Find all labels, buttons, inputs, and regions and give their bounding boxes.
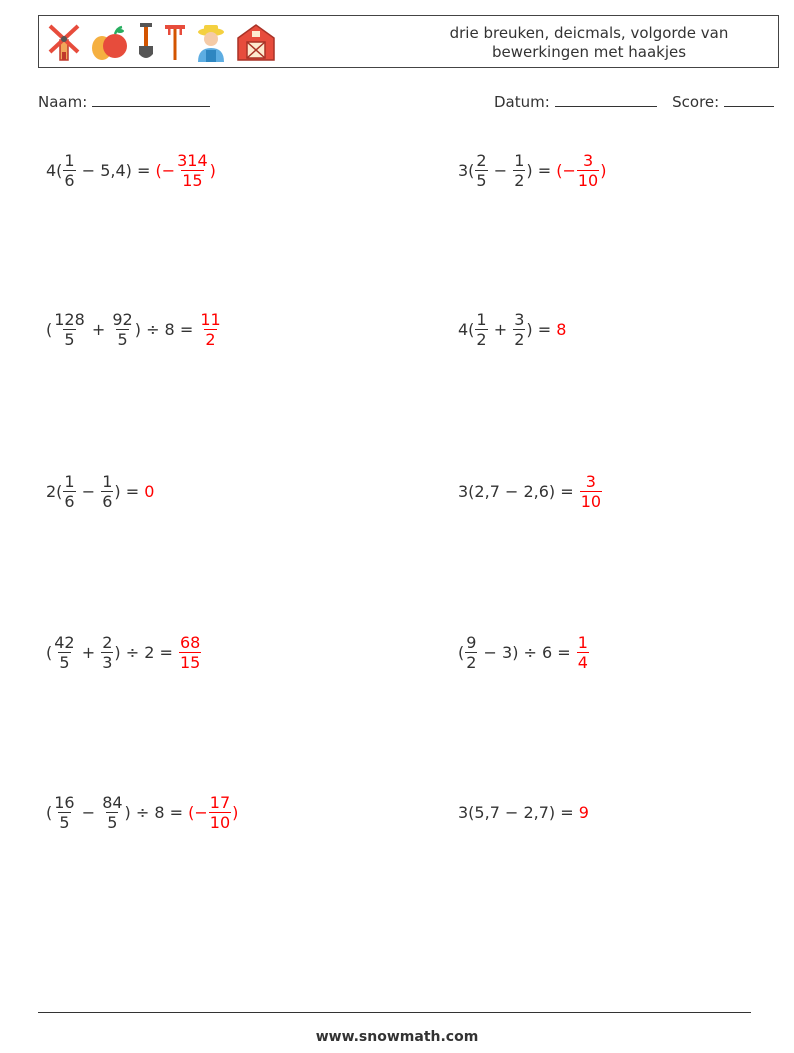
fraction [111, 310, 133, 349]
problem-3 [46, 307, 223, 351]
problem-10 [458, 790, 589, 834]
fraction [53, 310, 86, 349]
denominator: 2 [466, 652, 477, 672]
numerator: 2 [476, 150, 487, 170]
date-label: Datum: [494, 93, 550, 111]
fraction [63, 151, 75, 190]
denominator: 6 [102, 491, 113, 511]
numerator: 17 [209, 792, 231, 812]
numerator: 92 [112, 309, 133, 329]
fraction [475, 151, 487, 190]
fraction [101, 472, 113, 511]
numerator: 1 [64, 471, 75, 491]
answer-text: (− [188, 802, 208, 822]
numerator: 84 [102, 792, 123, 812]
expression-text: + [76, 642, 101, 662]
footer-website: www.snowmath.com [315, 1029, 479, 1045]
denominator: 5 [64, 329, 75, 349]
answer-text: 9 [578, 802, 589, 822]
name-label: Naam: [38, 93, 88, 111]
numerator: 128 [54, 309, 85, 329]
numerator: 1 [577, 632, 588, 652]
denominator: 15 [179, 652, 201, 672]
denominator: 4 [577, 652, 588, 672]
expression-text: ) ÷ 2 = [114, 642, 178, 662]
answer [144, 482, 154, 501]
answer-text: 8 [556, 319, 567, 339]
expression-text: + [86, 319, 111, 339]
answer [198, 310, 222, 349]
expression-text: 2( [46, 481, 63, 501]
fraction [53, 633, 75, 672]
denominator: 10 [577, 170, 599, 190]
denominator: 10 [580, 491, 602, 511]
rake-icon [163, 22, 187, 62]
expression-text: − 3) ÷ 6 = [478, 642, 576, 662]
answer-text: ) [232, 802, 239, 822]
expression-text: ) ÷ 8 = [124, 802, 189, 822]
expression-text: − [488, 160, 513, 180]
answer [576, 633, 590, 672]
problem-7 [46, 630, 202, 674]
answer-fraction [176, 151, 209, 190]
answer-text: ) [209, 160, 216, 180]
problem-1 [46, 148, 216, 192]
score-blank[interactable] [724, 93, 774, 107]
numerator: 3 [582, 150, 594, 170]
denominator: 5 [117, 329, 128, 349]
answer-fraction [580, 472, 602, 511]
expression-text: − 5,4) = [76, 160, 156, 180]
problem-8 [458, 630, 590, 674]
expression-text: − [76, 802, 101, 822]
fraction [513, 151, 525, 190]
fraction [513, 310, 525, 349]
numerator: 1 [476, 309, 487, 329]
denominator: 2 [514, 170, 525, 190]
answer-fraction [577, 633, 589, 672]
expression-text: − [76, 481, 101, 501]
fraction [465, 633, 477, 672]
worksheet-title: drie breuken, deicmals, volgorde van bewerkingen met haakjes [449, 24, 729, 61]
answer-fraction [577, 151, 599, 190]
expression-text: ) = [526, 319, 557, 339]
name-blank[interactable] [92, 93, 210, 107]
denominator: 10 [209, 812, 231, 832]
numerator: 3 [514, 309, 525, 329]
denominator: 6 [64, 491, 75, 511]
answer [155, 151, 215, 190]
denominator: 5 [59, 812, 70, 832]
answer [556, 320, 566, 339]
fraction [53, 793, 75, 832]
answer-fraction [199, 310, 221, 349]
answer-text: (− [556, 160, 576, 180]
answer-text: 0 [144, 481, 155, 501]
denominator: 6 [64, 170, 75, 190]
numerator: 68 [179, 632, 201, 652]
fruit-icon [89, 22, 129, 62]
expression-text: ) = [114, 481, 145, 501]
denominator: 3 [102, 652, 113, 672]
denominator: 5 [59, 652, 70, 672]
denominator: 5 [107, 812, 118, 832]
answer [178, 633, 202, 672]
answer [556, 151, 606, 190]
expression-text: + [488, 319, 513, 339]
expression-text: ( [458, 642, 465, 662]
expression-text: ( [46, 802, 53, 822]
numerator: 2 [102, 632, 113, 652]
numerator: 314 [177, 150, 208, 170]
date-blank[interactable] [555, 93, 657, 107]
expression-text: ( [46, 319, 53, 339]
numerator: 9 [466, 632, 477, 652]
denominator: 15 [182, 170, 203, 190]
expression-text: ) ÷ 8 = [134, 319, 199, 339]
expression-text: ( [46, 642, 53, 662]
fraction [63, 472, 75, 511]
expression-text: 4( [458, 319, 475, 339]
shovel-icon [135, 22, 157, 62]
expression-text: ) = [526, 160, 557, 180]
numerator: 11 [200, 309, 221, 329]
fraction [101, 793, 123, 832]
score-label: Score: [672, 93, 720, 111]
problem-4 [458, 307, 566, 351]
expression-text: 3( [458, 160, 475, 180]
worksheet-header [38, 15, 779, 68]
expression-text: 3(5,7 − 2,7) = [458, 802, 579, 822]
numerator: 1 [64, 150, 75, 170]
expression-text: 3(2,7 − 2,6) = [458, 481, 579, 501]
fraction [475, 310, 487, 349]
barn-icon [235, 22, 277, 62]
problem-6 [458, 469, 603, 513]
numerator: 3 [585, 471, 596, 491]
numerator: 1 [514, 150, 525, 170]
farmer-icon [193, 22, 229, 62]
answer [579, 472, 603, 511]
denominator: 2 [205, 329, 216, 349]
numerator: 1 [102, 471, 113, 491]
denominator: 2 [514, 329, 525, 349]
fraction [101, 633, 113, 672]
date-score-field [494, 93, 774, 111]
answer-text: ) [600, 160, 607, 180]
answer [188, 793, 238, 832]
expression-text: 4( [46, 160, 63, 180]
footer-divider [38, 1012, 751, 1013]
denominator: 5 [476, 170, 487, 190]
answer-text: (− [155, 160, 176, 180]
header-icons [45, 20, 277, 64]
answer-fraction [179, 633, 201, 672]
name-field [38, 93, 210, 111]
windmill-icon [45, 22, 83, 62]
problem-2 [458, 148, 606, 192]
numerator: 16 [54, 792, 75, 812]
denominator: 2 [476, 329, 487, 349]
numerator: 42 [54, 632, 75, 652]
problem-5 [46, 469, 154, 513]
problem-9 [46, 790, 238, 834]
answer [579, 803, 589, 822]
answer-fraction [209, 793, 231, 832]
